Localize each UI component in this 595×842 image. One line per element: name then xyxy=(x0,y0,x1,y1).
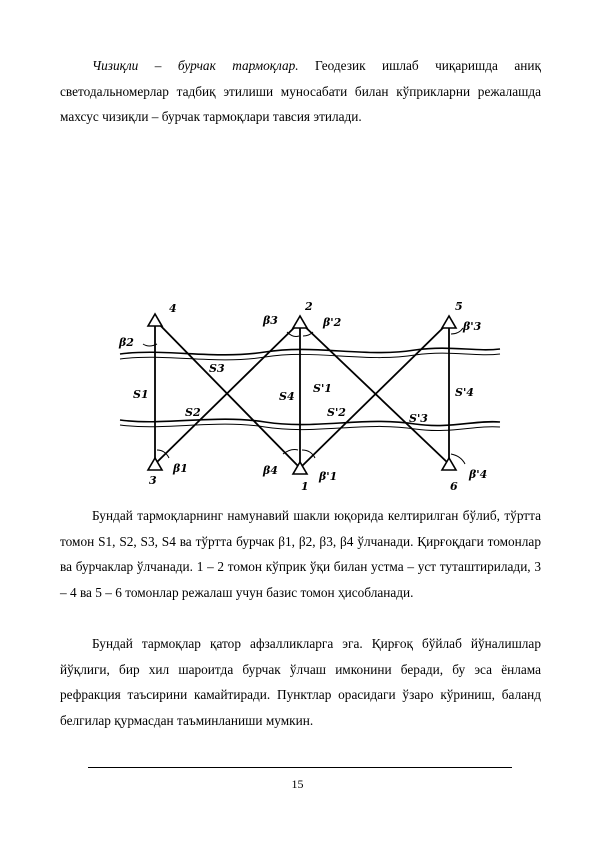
angle-arc-b-prime-3 xyxy=(451,328,463,334)
body-paragraph-1 xyxy=(60,503,541,605)
angle-label-b-prime-2: β'2 xyxy=(323,316,342,329)
triangulation-diagram xyxy=(105,292,505,497)
body-paragraph-2 xyxy=(60,631,541,733)
station-2-marker xyxy=(293,316,307,328)
point-label-3: 3 xyxy=(149,474,157,487)
angle-label-b4: β4 xyxy=(263,464,278,477)
side-label-s-prime-4: S'4 xyxy=(455,386,474,399)
angle-label-b1: β1 xyxy=(173,462,188,475)
side-label-s-prime-3: S'3 xyxy=(409,412,428,425)
side-label-s3: S3 xyxy=(209,362,225,375)
network-svg xyxy=(105,292,505,497)
side-label-s4: S4 xyxy=(279,390,295,403)
side-label-s2: S2 xyxy=(185,406,201,419)
angle-label-b-prime-3: β'3 xyxy=(463,320,482,333)
point-label-5: 5 xyxy=(455,300,463,313)
point-label-6: 6 xyxy=(450,480,458,493)
page-number: 15 xyxy=(291,777,304,791)
angle-label-b-prime-1: β'1 xyxy=(319,470,338,483)
body-text-2: Бундай тармоқлар қатор афзалликларга эга. Қирғоқ бўйлаб йўналишлар йўқлиги, бир хил шароитда бурчак ўлчаш имконини беради, бу эса ёнлама рефракция таъсирини камайтиради. Пунктлар орасидаги ўзаро кўриниш, баланд белгилар қурмасдан таъминланиши мумкин. xyxy=(60,636,541,728)
intro-paragraph xyxy=(60,53,541,130)
river-bank-top-a xyxy=(120,348,500,355)
side-label-s-prime-2: S'2 xyxy=(327,406,346,419)
angle-label-b-prime-4: β'4 xyxy=(469,468,488,481)
point-label-2: 2 xyxy=(305,300,313,313)
angle-arc-b-prime-4 xyxy=(451,454,465,464)
station-4-marker xyxy=(148,314,162,326)
station-5-marker xyxy=(442,316,456,328)
angle-label-b2: β2 xyxy=(119,336,134,349)
river-bank-top-b xyxy=(120,353,500,360)
point-label-1: 1 xyxy=(301,480,309,493)
section-heading-italic: Чизиқли – бурчак тармоқлар. xyxy=(92,58,299,73)
angle-label-b3: β3 xyxy=(263,314,278,327)
side-label-s-prime-1: S'1 xyxy=(313,382,332,395)
intro-text: Геодезик ишлаб чиқаришда аниқ светодальномерлар тадбиқ этилиши муносабати билан кўприкларни режалашда махсус чизиқли – бурчак тармоқлари тавсия этилади. xyxy=(60,58,541,124)
body-text-1: Бундай тармоқларнинг намунавий шакли юқорида келтирилган бўлиб, тўртта томон S1, S2, S3, S4 ва тўртта бурчак β1, β2, β3, β4 ўлчанади. Қирғоқдаги томонлар ва бурчаклар ўлчанади. 1 – 2 томон кўприк ўқи билан устма – уст туташтирилади, 3 – 4 ва 5 – 6 томонлар режалаш учун базис томон ҳисобланади. xyxy=(60,508,541,600)
footer-divider xyxy=(88,767,512,768)
river-bank-bottom-a xyxy=(120,419,500,425)
point-label-4: 4 xyxy=(169,302,177,315)
side-label-s1: S1 xyxy=(133,388,149,401)
